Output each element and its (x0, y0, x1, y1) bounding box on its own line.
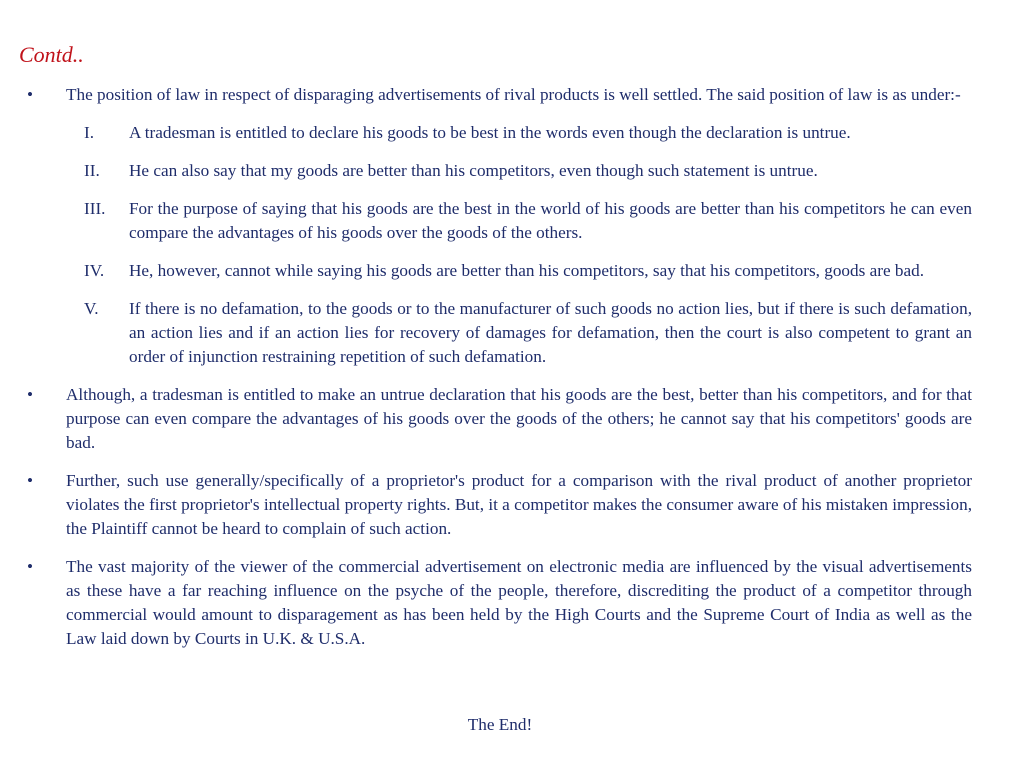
slide-heading: Contd.. (19, 42, 84, 67)
list-item (27, 259, 972, 283)
bullet-item (27, 83, 972, 107)
list-item (27, 197, 972, 245)
roman-numeral-list (27, 121, 972, 369)
list-item-number: II. (84, 161, 100, 180)
list-item-number: IV. (84, 261, 105, 280)
bullet-icon: • (27, 557, 34, 576)
bullet-text: The vast majority of the viewer of the commercial advertisement on electronic media are influenced by the visual advertisements as these have a far reaching influence on the psyche of the people, therefore, discrediting the product of a competitor through commercial would amount to disparagement as has been held by the High Courts and the Supreme Court of India as well as the Law laid down by Courts in U.K. & U.S.A. (66, 557, 972, 648)
bullet-icon: • (27, 85, 34, 104)
bullet-item (27, 469, 972, 541)
list-item (27, 297, 972, 369)
ending-text: The End! (467, 715, 533, 734)
bullet-item (27, 555, 972, 651)
bullet-item (27, 383, 972, 455)
bullet-text: Although, a tradesman is entitled to make an untrue declaration that his goods are the best, better than his competitors, and for that purpose can even compare the advantages of his goods over the goods of the others; he cannot say that his competitors' goods are bad. (66, 385, 972, 452)
list-item-text: A tradesman is entitled to declare his goods to be best in the words even though the declaration is untrue. (129, 123, 851, 142)
list-item-text: He can also say that my goods are better than his competitors, even though such statement is untrue. (129, 161, 818, 180)
slide-content (27, 83, 972, 665)
bullet-text: Further, such use generally/specifically of a proprietor's product for a comparison with the rival product of another proprietor violates the first proprietor's intellectual property rights. But, it a competitor makes the consumer aware of his mistaken impression, the Plaintiff cannot be heard to complain of such action. (66, 471, 972, 538)
list-item-number: I. (84, 123, 95, 142)
list-item-text: If there is no defamation, to the goods or to the manufacturer of such goods no action lies, but if there is such defamation, an action lies and if an action lies for recovery of damages for defamation, then the court is also competent to grant an order of injunction restraining repetition of such defamation. (129, 299, 972, 366)
list-item (27, 159, 972, 183)
bullet-icon: • (27, 385, 34, 404)
bullet-icon: • (27, 471, 34, 490)
list-item (27, 121, 972, 145)
list-item-number: III. (84, 199, 106, 218)
list-item-number: V. (84, 299, 99, 318)
list-item-text: He, however, cannot while saying his goods are better than his competitors, say that his competitors, goods are bad. (129, 261, 924, 280)
list-item-text: For the purpose of saying that his goods are the best in the world of his goods are better than his competitors he can even compare the advantages of his goods over the goods of the others. (129, 199, 972, 242)
bullet-text: The position of law in respect of disparaging advertisements of rival products is well settled. The said position of law is as under:- (66, 85, 961, 104)
